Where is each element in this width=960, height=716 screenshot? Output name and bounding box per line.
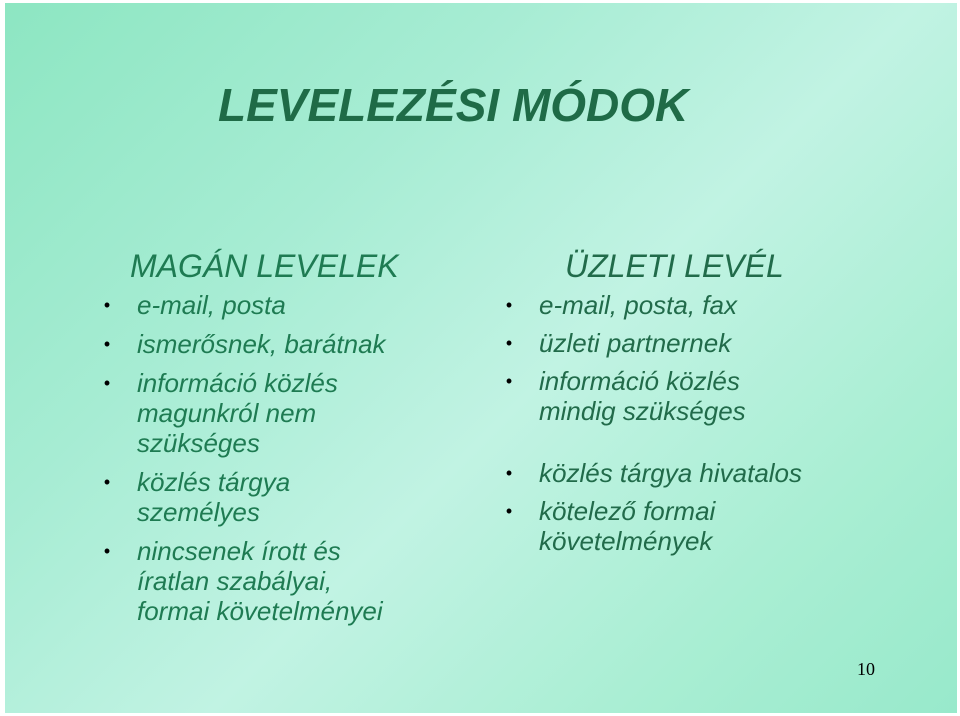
list-item (499, 496, 939, 556)
list-item-text: közlés tárgya hivatalos (539, 458, 803, 488)
list-item-text: e-mail, posta (137, 290, 286, 320)
private-letters-column (97, 246, 477, 635)
bullet-icon: • (103, 295, 111, 315)
list-item (499, 366, 939, 426)
business-letter-list (499, 290, 939, 556)
list-item-text: e-mail, posta, fax (539, 290, 737, 320)
list-item (499, 290, 939, 320)
bullet-icon: • (505, 295, 513, 315)
list-item (499, 328, 939, 358)
list-item-text: nincsenek írott és íratlan szabályai, formai követelményei (137, 536, 383, 626)
list-item (97, 536, 477, 626)
list-item-text: kötelező formai követelmények (539, 496, 716, 556)
bullet-icon: • (505, 501, 513, 521)
slide-title: LEVELEZÉSI MÓDOK (218, 79, 689, 131)
list-item (97, 368, 477, 458)
private-letters-list (97, 290, 477, 626)
list-item (499, 458, 939, 488)
bullet-icon: • (103, 541, 111, 561)
list-item (97, 467, 477, 527)
business-letter-column (499, 246, 939, 564)
bullet-icon: • (505, 333, 513, 353)
list-item-text: üzleti partnernek (539, 328, 732, 358)
bullet-icon: • (103, 472, 111, 492)
list-item-text: információ közlés mindig szükséges (539, 366, 746, 426)
list-item (97, 329, 477, 359)
bullet-icon: • (103, 373, 111, 393)
slide (5, 3, 957, 713)
page-number: 10 (857, 659, 875, 679)
list-item-text: ismerősnek, barátnak (137, 329, 386, 359)
bullet-icon: • (505, 463, 513, 483)
bullet-icon: • (103, 334, 111, 354)
list-item-text: közlés tárgya személyes (137, 467, 291, 527)
private-letters-heading: MAGÁN LEVELEK (130, 248, 399, 284)
list-item-text: információ közlés magunkról nem szükséges (137, 368, 338, 458)
bullet-icon: • (505, 371, 513, 391)
business-letter-heading: ÜZLETI LEVÉL (565, 248, 784, 284)
list-item (97, 290, 477, 320)
